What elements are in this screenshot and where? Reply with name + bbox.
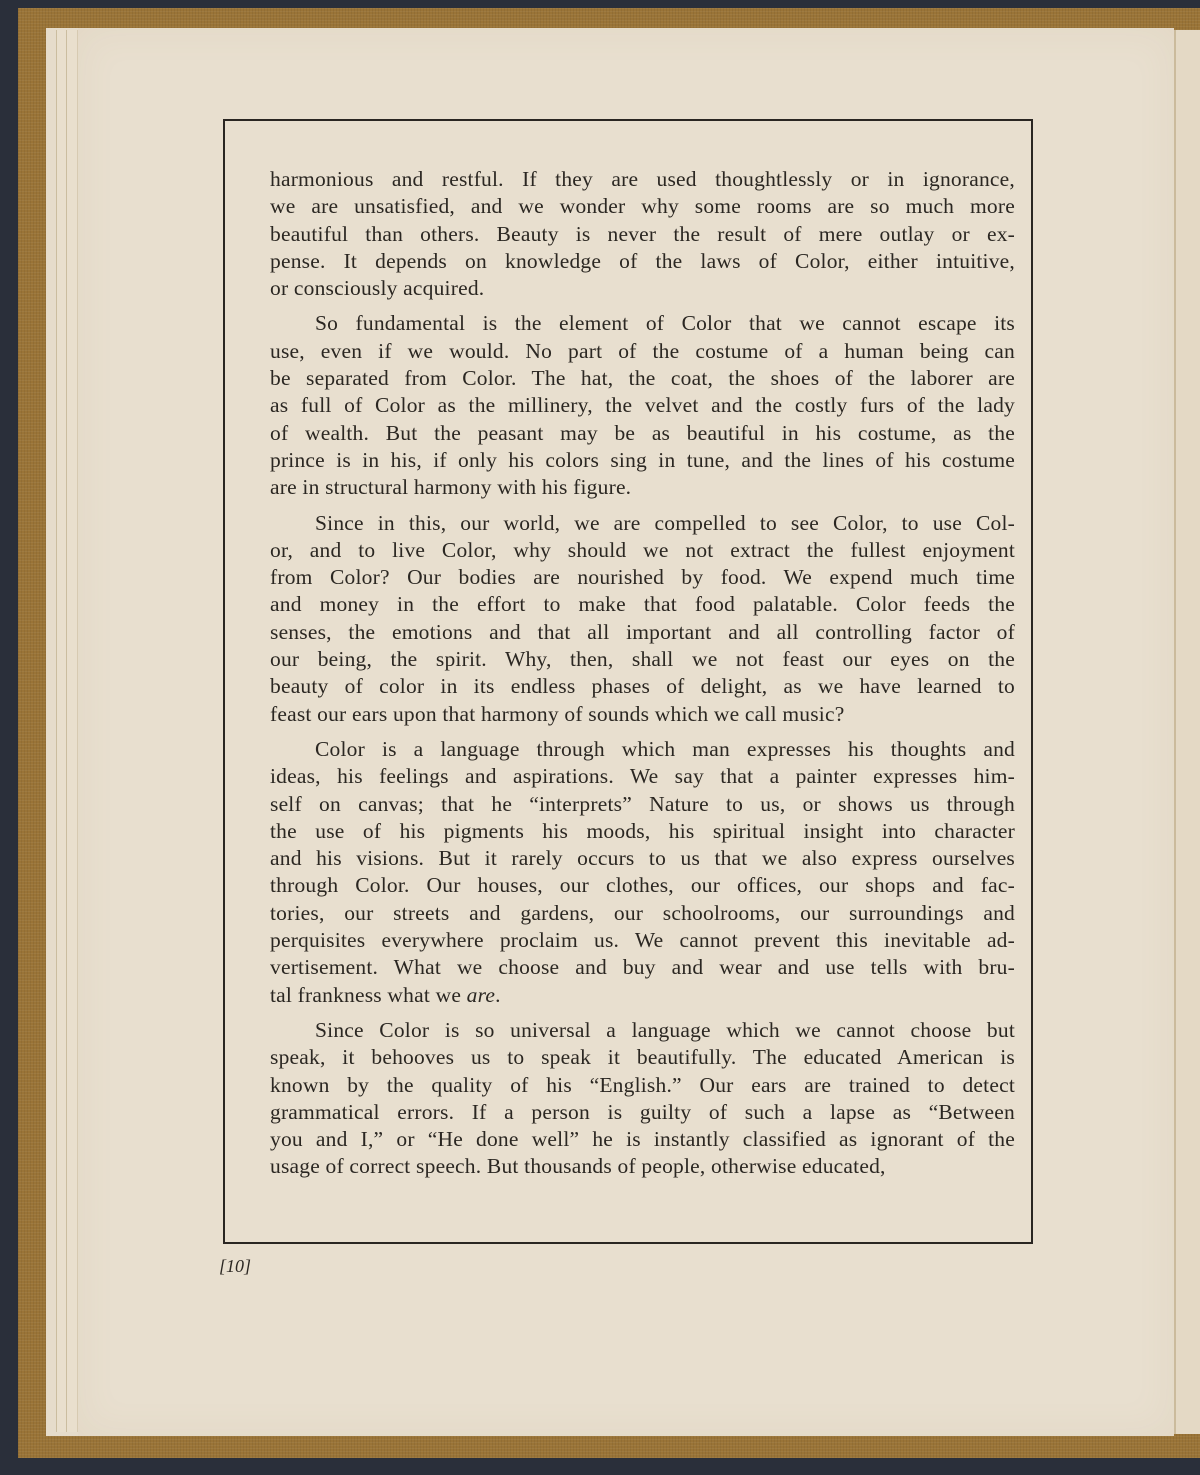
text-line: you and I,” or “He done well” he is instantly classified as ignorant of the xyxy=(270,1127,1015,1152)
page-body-text xyxy=(270,166,1015,1189)
text-line: speak, it behooves us to speak it beautifully. The educated American is xyxy=(270,1045,1015,1070)
text-line: of wealth. But the peasant may be as beautiful in his costume, as the xyxy=(270,420,1015,445)
text-line: harmonious and restful. If they are used thoughtlessly or in ignorance, xyxy=(270,167,1015,191)
text-line: or, and to live Color, why should we not extract the fullest enjoyment xyxy=(270,537,1015,562)
text-line: tories, our streets and gardens, our schoolrooms, our surroundings and xyxy=(270,900,1015,925)
text-line: the use of his pigments his moods, his spiritual insight into character xyxy=(270,818,1015,843)
text-line: Color is a language through which man expresses his thoughts and xyxy=(315,736,1015,761)
text-line: beautiful than others. Beauty is never the result of mere outlay or ex- xyxy=(270,221,1015,246)
text-line: ideas, his feelings and aspirations. We say that a painter expresses him- xyxy=(270,764,1015,789)
text-line: use, even if we would. No part of the costume of a human being can xyxy=(270,338,1015,363)
text-line: vertisement. What we choose and buy and wear and use tells with bru- xyxy=(270,955,1015,980)
page-edge xyxy=(66,30,78,1432)
text-line: prince is in his, if only his colors sing in tune, and the lines of his costume xyxy=(270,447,1015,472)
paragraph xyxy=(270,166,1015,302)
text-line: are in structural harmony with his figure. xyxy=(270,475,632,500)
text-line: or consciously acquired. xyxy=(270,276,485,301)
text-line: usage of correct speech. But thousands of people, otherwise educated, xyxy=(270,1154,886,1179)
text-line: through Color. Our houses, our clothes, our offices, our shops and fac- xyxy=(270,873,1015,898)
paragraph xyxy=(270,310,1015,501)
text-line: senses, the emotions and that all important and all controlling factor of xyxy=(270,619,1015,644)
text-line: known by the quality of his “English.” Our ears are trained to detect xyxy=(270,1072,1015,1097)
text-line: beauty of color in its endless phases of delight, as we have learned to xyxy=(270,674,1015,699)
text-line: self on canvas; that he “interprets” Nature to us, or shows us through xyxy=(270,791,1015,816)
text-line: we are unsatisfied, and we wonder why some rooms are so much more xyxy=(270,194,1015,219)
text-line: our being, the spirit. Why, then, shall we not feast our eyes on the xyxy=(270,647,1015,672)
text-line: as full of Color as the millinery, the velvet and the costly furs of the lady xyxy=(270,393,1015,418)
text-line: and his visions. But it rarely occurs to us that we also express ourselves xyxy=(270,846,1015,871)
page-number: [10] xyxy=(219,1256,252,1276)
text-line: pense. It depends on knowledge of the laws of Color, either intuitive, xyxy=(270,248,1015,273)
text-line: Since in this, our world, we are compelled to see Color, to use Col- xyxy=(315,510,1015,535)
paragraph xyxy=(270,736,1015,1009)
text-line: be separated from Color. The hat, the coat, the shoes of the laborer are xyxy=(270,366,1015,391)
text-line: Since Color is so universal a language which we cannot choose but xyxy=(315,1017,1015,1042)
text-line: from Color? Our bodies are nourished by food. We expend much time xyxy=(270,565,1015,590)
paragraph xyxy=(270,510,1015,728)
text-line: feast our ears upon that harmony of sounds which we call music? xyxy=(270,701,845,726)
facing-page-edge xyxy=(1174,30,1200,1434)
emphasis: are xyxy=(466,982,496,1007)
text-line: grammatical errors. If a person is guilty of such a lapse as “Between xyxy=(270,1099,1015,1124)
paragraph xyxy=(270,1017,1015,1181)
text-line: perquisites everywhere proclaim us. We cannot prevent this inevitable ad- xyxy=(270,928,1015,953)
text-line: and money in the effort to make that food palatable. Color feeds the xyxy=(270,592,1015,617)
text-line: tal frankness what we are. xyxy=(270,982,501,1007)
text-line: So fundamental is the element of Color that we cannot escape its xyxy=(315,311,1015,336)
